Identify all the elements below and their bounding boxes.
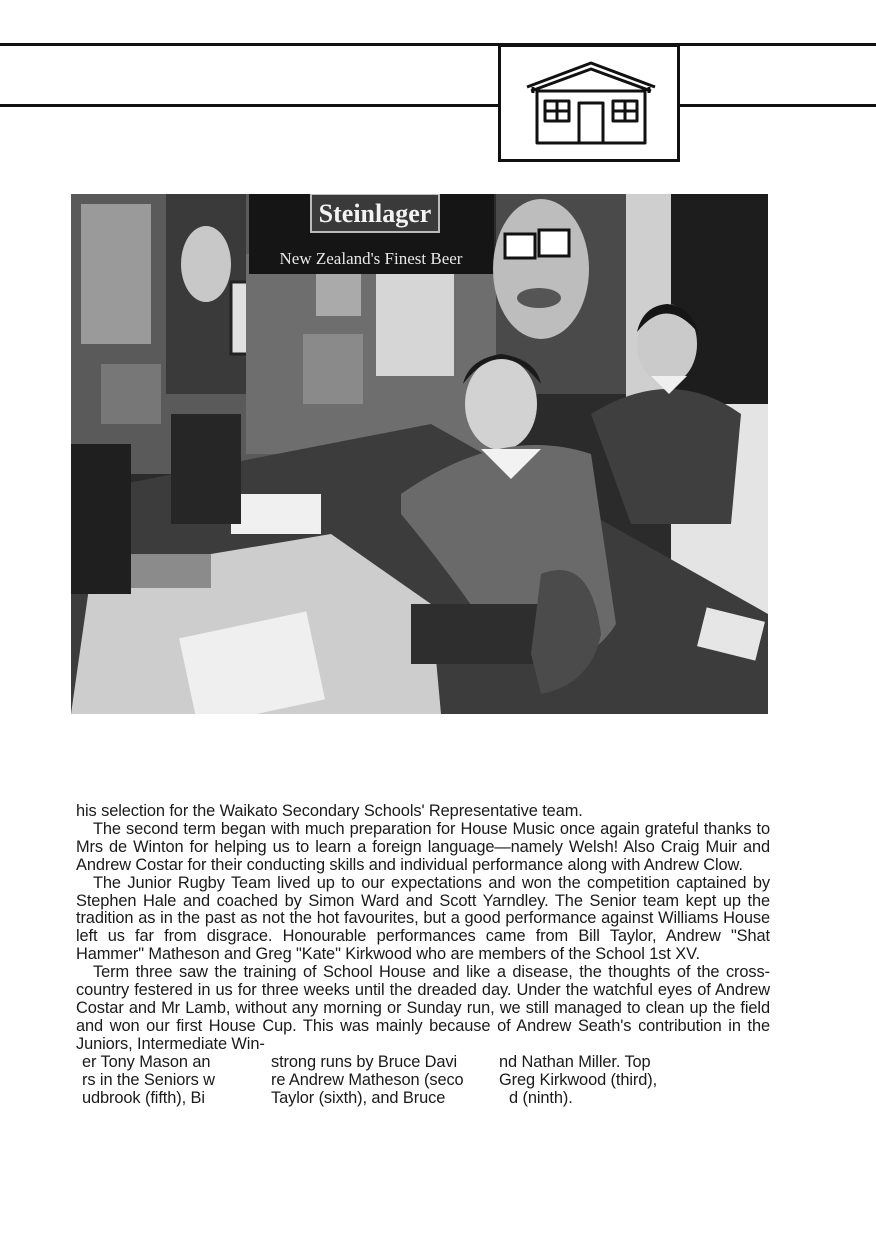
house-icon bbox=[521, 57, 661, 153]
fragment-row bbox=[76, 1090, 770, 1108]
fragment-cell: strong runs by Bruce Davi bbox=[271, 1052, 458, 1071]
fragment-cell: nd Nathan Miller. Top bbox=[499, 1052, 651, 1071]
fragment-row bbox=[76, 1054, 770, 1072]
fragment-cell: Greg Kirkwood (third), bbox=[499, 1070, 658, 1089]
header-rule-top bbox=[0, 43, 876, 46]
fragment-cell: rs in the Seniors w bbox=[82, 1070, 215, 1089]
article-paragraph: The Junior Rugby Team lived up to our expectations and won the competition captained by Stephen Hale and coached by Simon Ward and Scott Yarndley. The Senior team kept up the tradition as in the past as not the hot favourites, but a good performance against Williams House left us far from disgrace. Honourable performances came from Bill Taylor, Andrew "Shat Hammer" Matheson and Greg "Kate" Kirkwood who are members of the School 1st XV. bbox=[76, 873, 770, 964]
poster-brand: Steinlager bbox=[318, 199, 432, 228]
poster-tagline: New Zealand's Finest Beer bbox=[279, 249, 463, 268]
header-rule-bottom-right bbox=[678, 104, 876, 107]
fragment-cell: er Tony Mason an bbox=[82, 1052, 211, 1071]
fragment-cell: Taylor (sixth), and Bruce bbox=[271, 1088, 446, 1107]
fragment-row bbox=[76, 1072, 770, 1090]
fragment-cell: d (ninth). bbox=[509, 1088, 573, 1107]
article-body bbox=[76, 803, 770, 1107]
house-icon-box bbox=[498, 44, 680, 162]
article-paragraph: The second term began with much preparation for House Music once again grateful thanks to Mrs de Winton for helping us to learn a foreign language—namely Welsh! Also Craig Muir and Andrew Costar for their conducting skills and individual performance along with Andrew Clow. bbox=[76, 819, 770, 874]
fragment-cell: re Andrew Matheson (seco bbox=[271, 1070, 464, 1089]
dorm-room-photo bbox=[71, 194, 768, 714]
header-rule-bottom-left bbox=[0, 104, 500, 107]
article-paragraph: Term three saw the training of School House and like a disease, the thoughts of the cross-country festered in us for three weeks until the dreaded day. Under the watchful eyes of Andrew Costar and Mr Lamb, without any morning or Sunday run, we still managed to clean up the field and won our first House Cup. This was mainly because of Andrew Seath's contribution in the Juniors, Intermediate Win- bbox=[76, 963, 770, 1053]
fragment-cell: udbrook (fifth), Bi bbox=[82, 1088, 205, 1107]
article-paragraph: his selection for the Waikato Secondary Schools' Representative team. bbox=[76, 802, 583, 820]
